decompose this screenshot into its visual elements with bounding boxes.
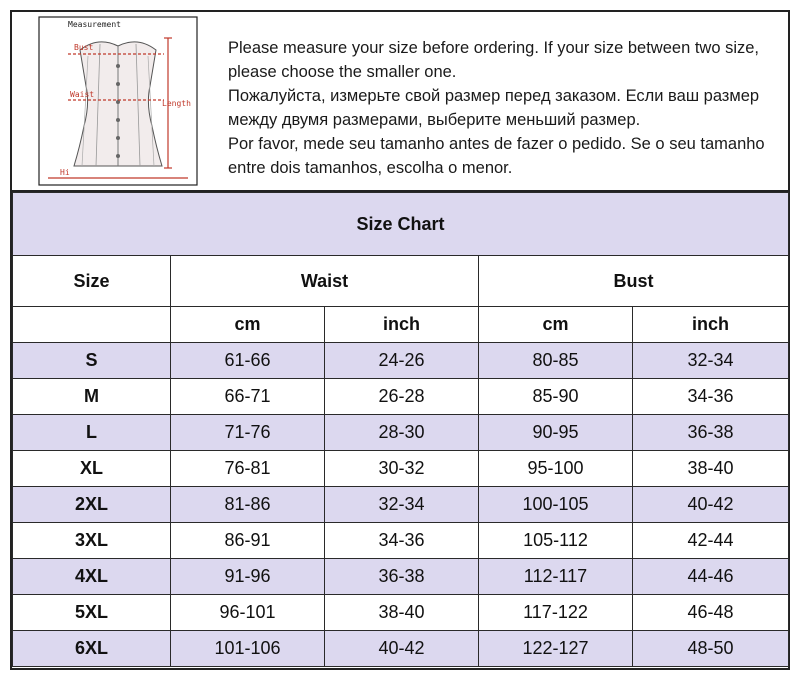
- table-row: [13, 415, 789, 451]
- waist-inch-cell: 32-34: [325, 487, 479, 523]
- size-cell: S: [13, 343, 171, 379]
- table-row: [13, 559, 789, 595]
- size-chart-title: Size Chart: [13, 193, 789, 256]
- bust-cm-cell: 100-105: [479, 487, 633, 523]
- size-cell: 3XL: [13, 523, 171, 559]
- bust-cm-cell: 117-122: [479, 595, 633, 631]
- waist-inch-cell: 28-30: [325, 415, 479, 451]
- unit-empty-cell: [13, 307, 171, 343]
- table-row: [13, 523, 789, 559]
- header-section: [12, 12, 788, 192]
- size-cell: L: [13, 415, 171, 451]
- waist-cm-cell: 96-101: [171, 595, 325, 631]
- hip-label: Hi: [60, 168, 70, 177]
- bust-cm-cell: 85-90: [479, 379, 633, 415]
- size-cell: 5XL: [13, 595, 171, 631]
- table-title-row: [13, 193, 789, 256]
- waist-cm-header: cm: [171, 307, 325, 343]
- bust-column-header: Bust: [479, 256, 789, 307]
- table-row: [13, 343, 789, 379]
- waist-column-header: Waist: [171, 256, 479, 307]
- instructions-portuguese: Por favor, mede seu tamanho antes de fazer o pedido. Se o seu tamanho entre dois tamanhos, escolha o menor.: [228, 135, 765, 177]
- corset-measurement-illustration: [38, 16, 198, 186]
- waist-cm-cell: 76-81: [171, 451, 325, 487]
- bust-inch-header: inch: [633, 307, 789, 343]
- bust-inch-cell: 40-42: [633, 487, 789, 523]
- instructions-english: Please measure your size before ordering. If your size between two size, please choose the smaller one.: [228, 39, 760, 81]
- waist-cm-cell: 86-91: [171, 523, 325, 559]
- waist-inch-cell: 36-38: [325, 559, 479, 595]
- bust-inch-cell: 38-40: [633, 451, 789, 487]
- waist-inch-cell: 24-26: [325, 343, 479, 379]
- bust-cm-cell: 95-100: [479, 451, 633, 487]
- table-row: [13, 379, 789, 415]
- waist-inch-header: inch: [325, 307, 479, 343]
- waist-cm-cell: 91-96: [171, 559, 325, 595]
- bust-inch-cell: 48-50: [633, 631, 789, 667]
- waist-cm-cell: 71-76: [171, 415, 325, 451]
- bust-cm-cell: 80-85: [479, 343, 633, 379]
- bust-inch-cell: 34-36: [633, 379, 789, 415]
- measurement-label: Measurement: [68, 20, 121, 29]
- bust-inch-cell: 44-46: [633, 559, 789, 595]
- table-row: [13, 451, 789, 487]
- bust-cm-header: cm: [479, 307, 633, 343]
- table-row: [13, 487, 789, 523]
- bust-label: Bust: [74, 43, 94, 52]
- bust-inch-cell: 32-34: [633, 343, 789, 379]
- bust-inch-cell: 46-48: [633, 595, 789, 631]
- waist-cm-cell: 81-86: [171, 487, 325, 523]
- bust-cm-cell: 122-127: [479, 631, 633, 667]
- bust-inch-cell: 42-44: [633, 523, 789, 559]
- table-unit-row: [13, 307, 789, 343]
- table-row: [13, 595, 789, 631]
- length-label: Length: [162, 99, 191, 108]
- instructions-russian: Пожалуйста, измерьте свой размер перед заказом. Если ваш размер между двумя размерами, выберите меньший размер.: [228, 87, 760, 129]
- size-column-header: Size: [13, 256, 171, 307]
- bust-cm-cell: 105-112: [479, 523, 633, 559]
- size-cell: 2XL: [13, 487, 171, 523]
- size-cell: 6XL: [13, 631, 171, 667]
- size-cell: M: [13, 379, 171, 415]
- waist-cm-cell: 66-71: [171, 379, 325, 415]
- size-chart-document: [10, 10, 790, 670]
- waist-label: Waist: [70, 90, 95, 99]
- waist-inch-cell: 34-36: [325, 523, 479, 559]
- waist-inch-cell: 26-28: [325, 379, 479, 415]
- waist-inch-cell: 30-32: [325, 451, 479, 487]
- waist-cm-cell: 61-66: [171, 343, 325, 379]
- table-header-row: [13, 256, 789, 307]
- measurement-instructions: [228, 36, 780, 180]
- waist-inch-cell: 40-42: [325, 631, 479, 667]
- bust-cm-cell: 90-95: [479, 415, 633, 451]
- waist-cm-cell: 101-106: [171, 631, 325, 667]
- size-chart-table: [12, 192, 789, 667]
- size-cell: XL: [13, 451, 171, 487]
- bust-inch-cell: 36-38: [633, 415, 789, 451]
- table-row: [13, 631, 789, 667]
- bust-cm-cell: 112-117: [479, 559, 633, 595]
- size-cell: 4XL: [13, 559, 171, 595]
- waist-inch-cell: 38-40: [325, 595, 479, 631]
